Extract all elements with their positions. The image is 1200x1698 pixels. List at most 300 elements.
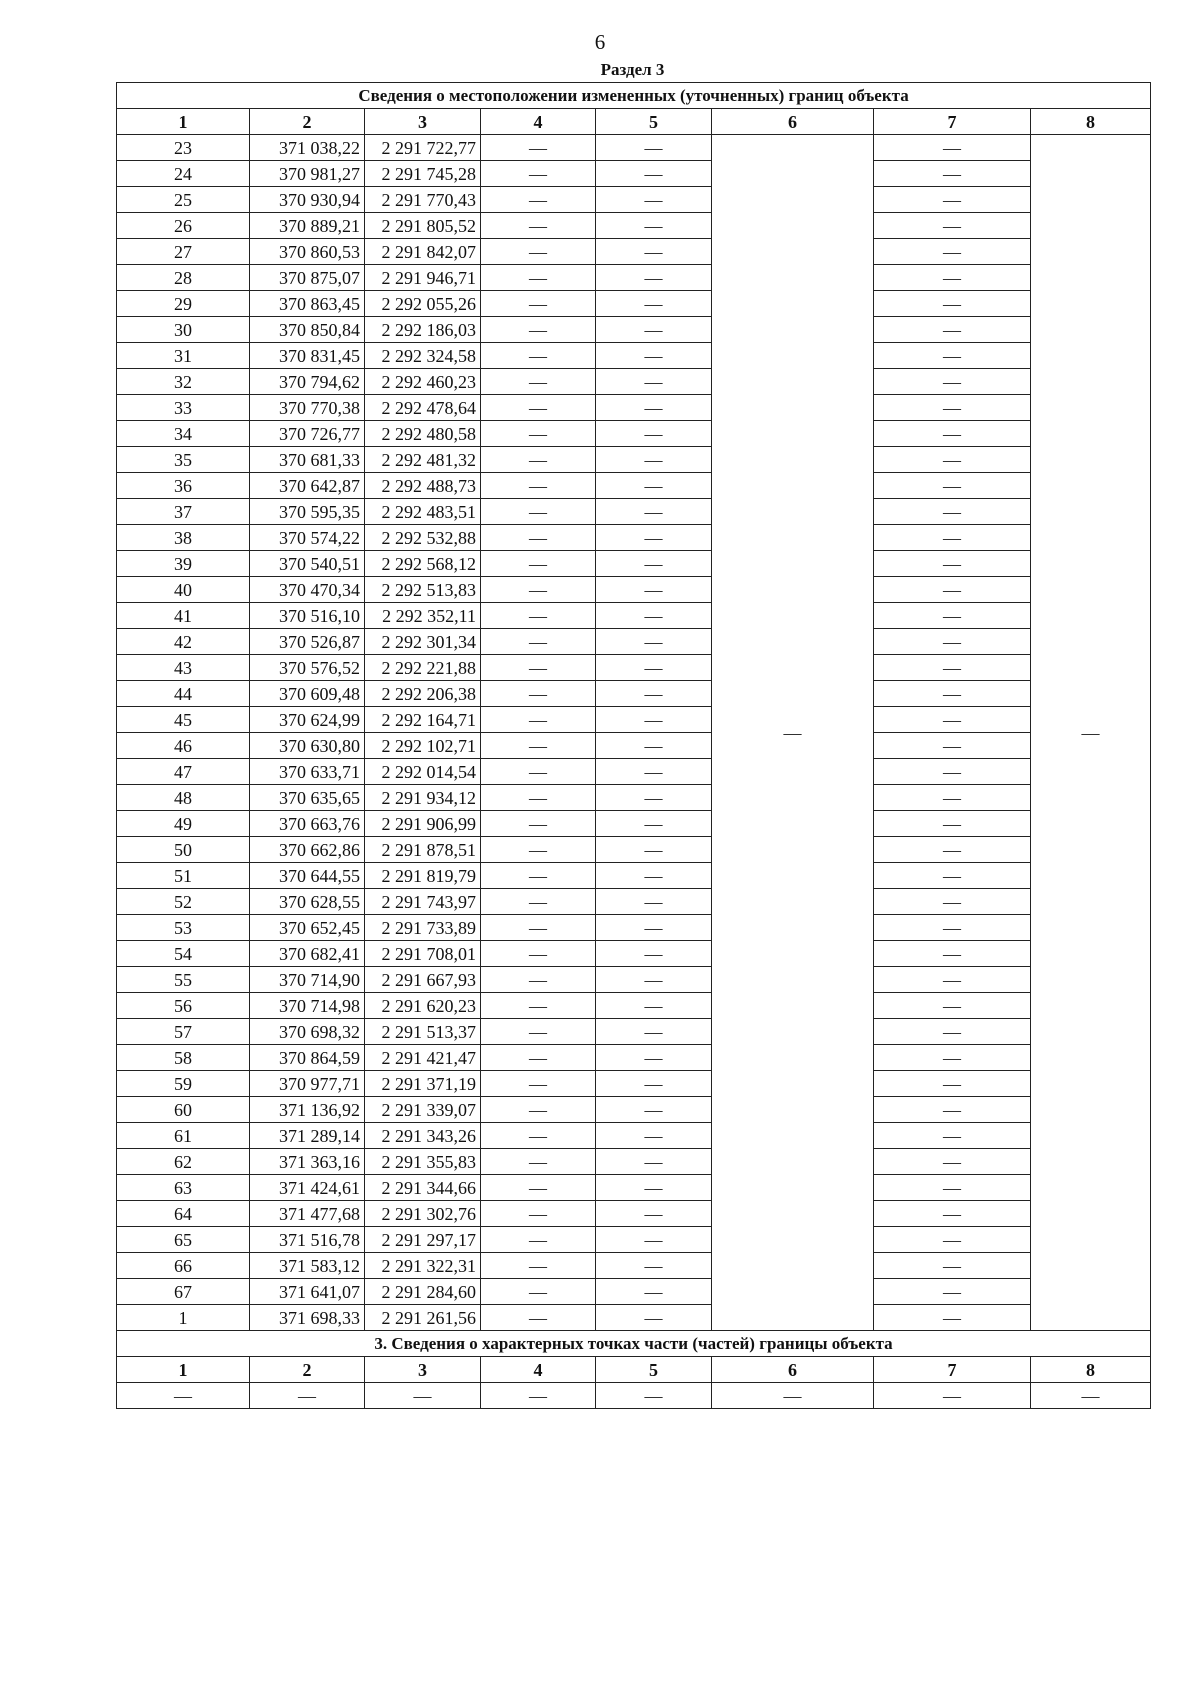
- dash-cell: —: [481, 629, 596, 655]
- dash-cell: —: [481, 785, 596, 811]
- table-row: [117, 603, 1151, 629]
- coordinate-y: 2 291 513,37: [365, 1019, 481, 1045]
- table-row: [117, 577, 1151, 603]
- point-number: 47: [117, 759, 250, 785]
- coordinate-x: 370 630,80: [250, 733, 365, 759]
- dash-cell: —: [481, 1383, 596, 1409]
- dash-cell: —: [874, 265, 1031, 291]
- dash-cell: —: [596, 265, 712, 291]
- point-number: 40: [117, 577, 250, 603]
- point-number: 62: [117, 1149, 250, 1175]
- column-header: 2: [250, 1357, 365, 1383]
- table-row: [117, 551, 1151, 577]
- table-row: [117, 837, 1151, 863]
- coordinate-y: 2 292 568,12: [365, 551, 481, 577]
- dash-cell: —: [874, 213, 1031, 239]
- coordinate-x: 370 863,45: [250, 291, 365, 317]
- point-number: 23: [117, 135, 250, 161]
- coordinate-y: 2 291 819,79: [365, 863, 481, 889]
- dash-cell: —: [596, 967, 712, 993]
- dash-cell: —: [481, 1279, 596, 1305]
- point-number: 65: [117, 1227, 250, 1253]
- dash-cell: —: [596, 1045, 712, 1071]
- coordinate-y: 2 292 055,26: [365, 291, 481, 317]
- dash-cell: —: [596, 1383, 712, 1409]
- dash-cell: —: [481, 1097, 596, 1123]
- point-number: 35: [117, 447, 250, 473]
- coordinate-x: 371 363,16: [250, 1149, 365, 1175]
- dash-cell: —: [596, 525, 712, 551]
- dash-cell: —: [481, 187, 596, 213]
- coordinate-x: 371 583,12: [250, 1253, 365, 1279]
- point-number: 34: [117, 421, 250, 447]
- column-header: 4: [481, 1357, 596, 1383]
- point-number: 29: [117, 291, 250, 317]
- coordinate-x: 371 136,92: [250, 1097, 365, 1123]
- dash-cell: —: [481, 447, 596, 473]
- coordinate-x: 371 516,78: [250, 1227, 365, 1253]
- dash-cell: —: [481, 1123, 596, 1149]
- table-row: [117, 785, 1151, 811]
- dash-cell: —: [481, 317, 596, 343]
- coordinate-x: 370 574,22: [250, 525, 365, 551]
- dash-cell: —: [874, 473, 1031, 499]
- coordinate-y: 2 291 733,89: [365, 915, 481, 941]
- coordinate-x: 370 624,99: [250, 707, 365, 733]
- table-row: [117, 187, 1151, 213]
- coordinate-y: 2 291 261,56: [365, 1305, 481, 1331]
- coordinate-x: 370 644,55: [250, 863, 365, 889]
- dash-cell: —: [481, 213, 596, 239]
- column-header: 8: [1031, 1357, 1151, 1383]
- column-header: 1: [117, 109, 250, 135]
- dash-cell: —: [481, 343, 596, 369]
- dash-cell: —: [481, 525, 596, 551]
- table-row: [117, 343, 1151, 369]
- dash-cell: —: [874, 941, 1031, 967]
- dash-cell: —: [596, 1227, 712, 1253]
- point-number: 64: [117, 1201, 250, 1227]
- dash-cell: —: [874, 525, 1031, 551]
- dash-cell: —: [481, 1305, 596, 1331]
- table-row: [117, 733, 1151, 759]
- table2-caption-row: [117, 1331, 1151, 1357]
- dash-cell: —: [596, 1149, 712, 1175]
- section-label: Раздел 3: [600, 60, 665, 79]
- dash-cell: —: [874, 1227, 1031, 1253]
- dash-cell: —: [481, 1045, 596, 1071]
- dash-cell: —: [596, 785, 712, 811]
- point-number: 59: [117, 1071, 250, 1097]
- dash-cell: —: [481, 499, 596, 525]
- dash-cell: —: [596, 1123, 712, 1149]
- dash-cell: —: [596, 135, 712, 161]
- coordinate-y: 2 291 770,43: [365, 187, 481, 213]
- dash-cell: —: [596, 499, 712, 525]
- coordinate-x: 370 864,59: [250, 1045, 365, 1071]
- point-number: 53: [117, 915, 250, 941]
- column-header: 6: [712, 1357, 874, 1383]
- dash-cell: —: [481, 551, 596, 577]
- point-number: 60: [117, 1097, 250, 1123]
- coordinate-x: 370 714,98: [250, 993, 365, 1019]
- dash-cell: —: [596, 707, 712, 733]
- coordinate-y: 2 292 301,34: [365, 629, 481, 655]
- coordinate-y: 2 292 102,71: [365, 733, 481, 759]
- coordinate-x: 370 633,71: [250, 759, 365, 785]
- table-row: [117, 447, 1151, 473]
- table-row: [117, 239, 1151, 265]
- dash-cell: —: [874, 967, 1031, 993]
- dash-cell: —: [117, 1383, 250, 1409]
- point-number: 27: [117, 239, 250, 265]
- point-number: 55: [117, 967, 250, 993]
- dash-cell: —: [481, 265, 596, 291]
- coordinate-x: 370 663,76: [250, 811, 365, 837]
- dash-cell: —: [596, 395, 712, 421]
- column-header: 2: [250, 109, 365, 135]
- table-row: [117, 629, 1151, 655]
- coordinate-x: 370 875,07: [250, 265, 365, 291]
- dash-cell: —: [874, 1305, 1031, 1331]
- coordinate-y: 2 291 842,07: [365, 239, 481, 265]
- dash-cell: —: [481, 915, 596, 941]
- point-number: 38: [117, 525, 250, 551]
- dash-cell: —: [874, 395, 1031, 421]
- dash-cell: —: [874, 889, 1031, 915]
- table-row: [117, 915, 1151, 941]
- column-header: 1: [117, 1357, 250, 1383]
- coordinate-x: 370 642,87: [250, 473, 365, 499]
- point-number: 37: [117, 499, 250, 525]
- table-row: [117, 1097, 1151, 1123]
- table-row: [117, 967, 1151, 993]
- coordinate-y: 2 292 221,88: [365, 655, 481, 681]
- point-number: 56: [117, 993, 250, 1019]
- coordinate-x: 371 477,68: [250, 1201, 365, 1227]
- coordinate-y: 2 291 722,77: [365, 135, 481, 161]
- dash-cell: —: [481, 733, 596, 759]
- point-number: 58: [117, 1045, 250, 1071]
- dash-cell: —: [596, 161, 712, 187]
- point-number: 57: [117, 1019, 250, 1045]
- point-number: 49: [117, 811, 250, 837]
- dash-cell: —: [874, 681, 1031, 707]
- dash-cell: —: [596, 655, 712, 681]
- point-number: 42: [117, 629, 250, 655]
- dash-cell: —: [481, 161, 596, 187]
- column-header: 4: [481, 109, 596, 135]
- dash-cell: —: [874, 915, 1031, 941]
- table-row: [117, 1019, 1151, 1045]
- coordinate-y: 2 292 014,54: [365, 759, 481, 785]
- coordinate-x: 370 977,71: [250, 1071, 365, 1097]
- dash-cell: —: [596, 889, 712, 915]
- coordinate-y: 2 292 324,58: [365, 343, 481, 369]
- coordinate-x: 370 860,53: [250, 239, 365, 265]
- table2-header-row: [117, 1357, 1151, 1383]
- dash-cell: —: [874, 239, 1031, 265]
- coordinate-y: 2 291 302,76: [365, 1201, 481, 1227]
- dash-cell: —: [596, 681, 712, 707]
- dash-cell: —: [874, 603, 1031, 629]
- coordinate-x: 371 038,22: [250, 135, 365, 161]
- dash-cell: —: [481, 889, 596, 915]
- dash-cell: —: [596, 1019, 712, 1045]
- point-number: 32: [117, 369, 250, 395]
- dash-cell: —: [481, 941, 596, 967]
- coordinate-y: 2 291 708,01: [365, 941, 481, 967]
- dash-cell: —: [874, 135, 1031, 161]
- dash-cell: —: [874, 1175, 1031, 1201]
- dash-cell: —: [596, 577, 712, 603]
- dash-cell: —: [596, 993, 712, 1019]
- coordinate-y: 2 291 805,52: [365, 213, 481, 239]
- dash-cell: —: [596, 811, 712, 837]
- table-row: [117, 1149, 1151, 1175]
- dash-cell: —: [596, 1279, 712, 1305]
- table-row: [117, 707, 1151, 733]
- dash-cell: —: [874, 837, 1031, 863]
- table-row: [117, 863, 1151, 889]
- coordinate-y: 2 291 339,07: [365, 1097, 481, 1123]
- coordinate-x: 370 981,27: [250, 161, 365, 187]
- coordinate-y: 2 291 620,23: [365, 993, 481, 1019]
- dash-cell: —: [481, 1071, 596, 1097]
- point-number: 51: [117, 863, 250, 889]
- point-number: 36: [117, 473, 250, 499]
- dash-cell: —: [596, 317, 712, 343]
- table-row: [117, 369, 1151, 395]
- table-row: [117, 1279, 1151, 1305]
- coordinate-x: 370 652,45: [250, 915, 365, 941]
- column-header: 3: [365, 1357, 481, 1383]
- dash-cell: —: [481, 135, 596, 161]
- dash-cell: —: [874, 759, 1031, 785]
- dash-cell: —: [481, 1149, 596, 1175]
- coordinate-x: 370 662,86: [250, 837, 365, 863]
- coordinate-y: 2 291 355,83: [365, 1149, 481, 1175]
- dash-cell: —: [596, 343, 712, 369]
- point-number: 48: [117, 785, 250, 811]
- dash-cell: —: [481, 1227, 596, 1253]
- point-number: 33: [117, 395, 250, 421]
- dash-cell: —: [481, 811, 596, 837]
- dash-cell: —: [874, 1045, 1031, 1071]
- point-number: 30: [117, 317, 250, 343]
- table-row: [117, 161, 1151, 187]
- dash-cell: —: [874, 1019, 1031, 1045]
- dash-cell: —: [596, 1071, 712, 1097]
- dash-cell: —: [596, 213, 712, 239]
- dash-cell: —: [874, 993, 1031, 1019]
- dash-cell: —: [596, 1305, 712, 1331]
- table-row: [117, 1123, 1151, 1149]
- coordinate-x: 370 540,51: [250, 551, 365, 577]
- coordinate-y: 2 291 344,66: [365, 1175, 481, 1201]
- table-row: [117, 1201, 1151, 1227]
- dash-cell: —: [481, 291, 596, 317]
- dash-cell: —: [874, 577, 1031, 603]
- table-row: [117, 213, 1151, 239]
- dash-cell: —: [874, 811, 1031, 837]
- table1-header-row: [117, 109, 1151, 135]
- table-row: [117, 421, 1151, 447]
- table-row: [117, 265, 1151, 291]
- coordinate-y: 2 291 421,47: [365, 1045, 481, 1071]
- dash-cell: —: [481, 1175, 596, 1201]
- dash-cell: —: [596, 915, 712, 941]
- table-row: [117, 655, 1151, 681]
- table-row: [117, 759, 1151, 785]
- dash-cell: —: [596, 1175, 712, 1201]
- dash-cell: —: [1031, 1383, 1151, 1409]
- dash-cell: —: [874, 629, 1031, 655]
- dash-cell: —: [596, 603, 712, 629]
- table-row: [117, 499, 1151, 525]
- point-number: 45: [117, 707, 250, 733]
- point-number: 25: [117, 187, 250, 213]
- dash-cell: —: [596, 1097, 712, 1123]
- dash-cell: —: [481, 967, 596, 993]
- dash-cell: —: [250, 1383, 365, 1409]
- table1-caption: Сведения о местоположении измененных (уточненных) границ объекта: [117, 83, 1151, 109]
- dash-cell: —: [874, 863, 1031, 889]
- coordinate-x: 371 289,14: [250, 1123, 365, 1149]
- table-row: [117, 525, 1151, 551]
- dash-cell: —: [481, 993, 596, 1019]
- coordinate-x: 370 576,52: [250, 655, 365, 681]
- dash-cell: —: [481, 421, 596, 447]
- point-number: 31: [117, 343, 250, 369]
- dash-cell: —: [874, 1253, 1031, 1279]
- dash-cell: —: [874, 187, 1031, 213]
- dash-cell: —: [874, 447, 1031, 473]
- dash-cell: —: [596, 863, 712, 889]
- coordinate-y: 2 292 480,58: [365, 421, 481, 447]
- dash-cell: —: [481, 395, 596, 421]
- coordinate-y: 2 292 483,51: [365, 499, 481, 525]
- dash-cell: —: [874, 1071, 1031, 1097]
- point-number: 41: [117, 603, 250, 629]
- dash-cell: —: [596, 447, 712, 473]
- dash-cell: —: [596, 551, 712, 577]
- table-row: [117, 317, 1151, 343]
- point-number: 66: [117, 1253, 250, 1279]
- coordinate-x: 370 889,21: [250, 213, 365, 239]
- merged-column-8: —: [1031, 135, 1151, 1331]
- dash-cell: —: [874, 1097, 1031, 1123]
- dash-cell: —: [481, 369, 596, 395]
- table-row: [117, 395, 1151, 421]
- dash-cell: —: [596, 1201, 712, 1227]
- coordinate-x: 370 526,87: [250, 629, 365, 655]
- table-row: [117, 135, 1151, 161]
- point-number: 54: [117, 941, 250, 967]
- coordinate-y: 2 292 488,73: [365, 473, 481, 499]
- point-number: 44: [117, 681, 250, 707]
- coordinate-x: 370 698,32: [250, 1019, 365, 1045]
- dash-cell: —: [874, 499, 1031, 525]
- coordinate-y: 2 291 667,93: [365, 967, 481, 993]
- dash-cell: —: [481, 759, 596, 785]
- dash-cell: —: [596, 733, 712, 759]
- coordinate-y: 2 291 743,97: [365, 889, 481, 915]
- dash-cell: —: [596, 369, 712, 395]
- coordinate-x: 370 470,34: [250, 577, 365, 603]
- coordinate-x: 370 831,45: [250, 343, 365, 369]
- point-number: 52: [117, 889, 250, 915]
- dash-cell: —: [481, 1253, 596, 1279]
- table-row: [117, 941, 1151, 967]
- coordinate-y: 2 291 297,17: [365, 1227, 481, 1253]
- coordinate-y: 2 292 352,11: [365, 603, 481, 629]
- coordinate-y: 2 291 371,19: [365, 1071, 481, 1097]
- merged-column-6: —: [712, 135, 874, 1331]
- coordinate-x: 371 698,33: [250, 1305, 365, 1331]
- table-row: [117, 993, 1151, 1019]
- column-header: 7: [874, 109, 1031, 135]
- page-number: 6: [594, 30, 606, 54]
- dash-cell: —: [596, 759, 712, 785]
- coordinate-y: 2 292 481,32: [365, 447, 481, 473]
- table-row: [117, 1227, 1151, 1253]
- coordinate-x: 370 595,35: [250, 499, 365, 525]
- coordinate-x: 370 714,90: [250, 967, 365, 993]
- coordinate-x: 370 770,38: [250, 395, 365, 421]
- coordinate-x: 370 930,94: [250, 187, 365, 213]
- dash-cell: —: [596, 291, 712, 317]
- dash-cell: —: [596, 941, 712, 967]
- dash-cell: —: [874, 317, 1031, 343]
- dash-cell: —: [874, 161, 1031, 187]
- table-row: [117, 1175, 1151, 1201]
- dash-cell: —: [596, 421, 712, 447]
- coordinate-y: 2 291 934,12: [365, 785, 481, 811]
- dash-cell: —: [874, 785, 1031, 811]
- point-number: 46: [117, 733, 250, 759]
- dash-cell: —: [712, 1383, 874, 1409]
- table-row: [117, 1253, 1151, 1279]
- dash-cell: —: [874, 343, 1031, 369]
- coordinate-y: 2 292 186,03: [365, 317, 481, 343]
- coordinate-y: 2 292 164,71: [365, 707, 481, 733]
- coordinate-x: 370 850,84: [250, 317, 365, 343]
- point-number: 26: [117, 213, 250, 239]
- coordinate-y: 2 291 946,71: [365, 265, 481, 291]
- point-number: 28: [117, 265, 250, 291]
- table-row: [117, 1071, 1151, 1097]
- dash-cell: —: [874, 369, 1031, 395]
- point-number: 50: [117, 837, 250, 863]
- dash-cell: —: [596, 629, 712, 655]
- coordinate-y: 2 292 460,23: [365, 369, 481, 395]
- dash-cell: —: [481, 681, 596, 707]
- dash-cell: —: [481, 577, 596, 603]
- table-row: [117, 291, 1151, 317]
- coordinate-x: 371 424,61: [250, 1175, 365, 1201]
- dash-cell: —: [874, 655, 1031, 681]
- coordinate-x: 370 794,62: [250, 369, 365, 395]
- dash-cell: —: [596, 473, 712, 499]
- dash-cell: —: [481, 473, 596, 499]
- table-row: [117, 473, 1151, 499]
- coordinate-y: 2 292 513,83: [365, 577, 481, 603]
- column-header: 7: [874, 1357, 1031, 1383]
- point-number: 1: [117, 1305, 250, 1331]
- coordinate-y: 2 291 878,51: [365, 837, 481, 863]
- coordinate-x: 370 628,55: [250, 889, 365, 915]
